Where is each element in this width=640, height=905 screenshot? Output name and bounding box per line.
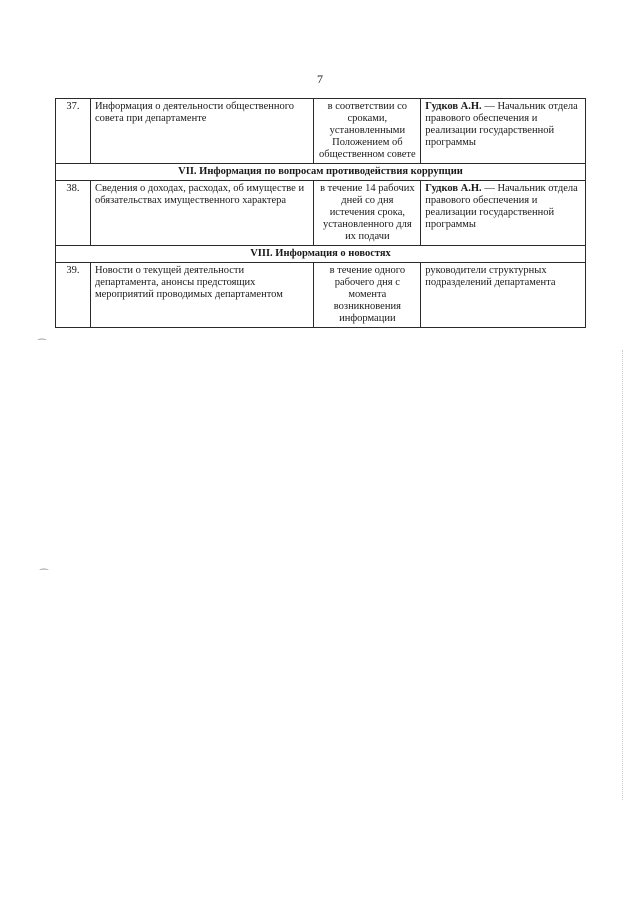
section-row [56, 164, 586, 181]
document-table [55, 98, 586, 328]
section-title: VIII. Информация о новостях [56, 246, 586, 263]
responsible-cell [421, 263, 586, 328]
row-number: 39. [56, 263, 91, 328]
responsible-position: — Начальник отдела правового обеспечения и реализации государственной программы [425, 101, 578, 148]
responsible-cell [421, 99, 586, 164]
row-number: 37. [56, 99, 91, 164]
responsible-name: Гудков А.Н. [425, 101, 482, 112]
table-row [56, 263, 586, 328]
scan-edge-artifact [622, 350, 627, 800]
section-row [56, 246, 586, 263]
scan-smudge: ⁀ [38, 340, 47, 351]
row-number: 38. [56, 181, 91, 246]
info-cell: Информация о деятельности общественного совета при департаменте [90, 99, 313, 164]
responsible-name: Гудков А.Н. [425, 183, 482, 194]
responsible-cell [421, 181, 586, 246]
responsible-position: руководители структурных подразделений департамента [425, 265, 556, 288]
info-cell: Новости о текущей деятельности департамента, анонсы предстоящих мероприятий проводимых департаментом [90, 263, 313, 328]
term-cell: в течение одного рабочего дня с момента возникновения информации [314, 263, 421, 328]
page-number: 7 [317, 72, 323, 86]
info-cell: Сведения о доходах, расходах, об имуществе и обязательствах имущественного характера [90, 181, 313, 246]
term-cell: в течение 14 рабочих дней со дня истечения срока, установленного для их подачи [314, 181, 421, 246]
table-row [56, 181, 586, 246]
term-cell: в соответствии со сроками, установленными Положением об общественном совете [314, 99, 421, 164]
scan-smudge: ⁀ [40, 570, 49, 581]
section-title: VII. Информация по вопросам противодействия коррупции [56, 164, 586, 181]
table-row [56, 99, 586, 164]
responsible-position: — Начальник отдела правового обеспечения и реализации государственной программы [425, 183, 578, 230]
